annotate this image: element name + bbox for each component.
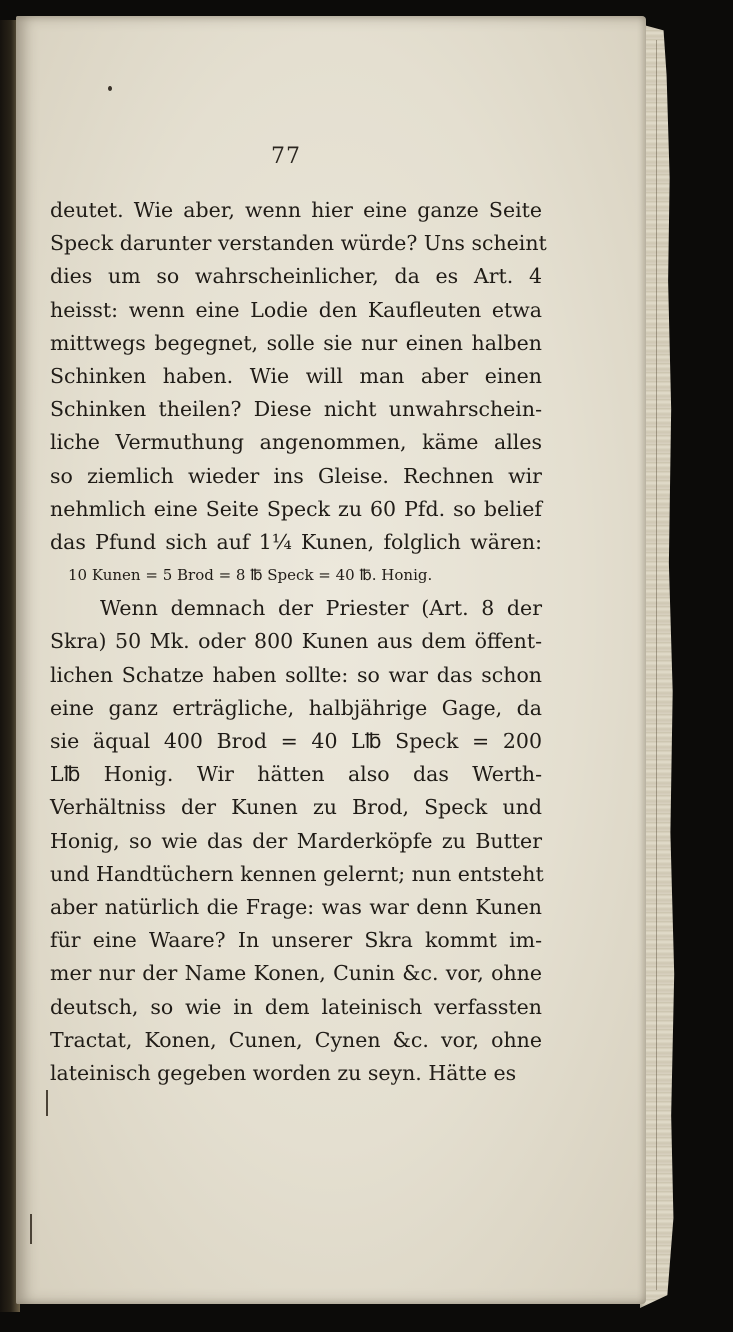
text-line: so ziemlich wieder ins Gleise. Rechnen wir [50, 463, 542, 488]
text-line: aber natürlich die Frage: was war denn Kunen [50, 895, 542, 920]
text-line: lateinisch gegeben worden zu seyn. Hätte es [50, 1061, 517, 1086]
text-line: lichen Schatze haben sollte: so war das schon [50, 662, 542, 687]
text-line: Honig, so wie das der Marderköpfe zu Butter [50, 828, 542, 853]
text-line: und Handtüchern kennen gelernt; nun entsteht [50, 861, 544, 886]
text-line: Schinken haben. Wie will man aber einen [50, 364, 542, 389]
text-line: sie äqual 400 Brod = 40 L℔ Speck = 200 [50, 729, 542, 754]
text-line: heisst: wenn eine Lodie den Kaufleuten etwa [50, 297, 542, 322]
text-line: mittwegs begegnet, solle sie nur einen halben [50, 330, 542, 355]
text-line: das Pfund sich auf 1¼ Kunen, folglich wären: [50, 530, 542, 555]
paper-speck [108, 86, 112, 91]
price-equation: 10 Kunen = 5 Brod = 8 ℔ Speck = 40 ℔. Honig. [68, 566, 433, 585]
text-line: für eine Waare? In unserer Skra kommt im- [50, 928, 542, 953]
text-line: deutet. Wie aber, wenn hier eine ganze Seite [50, 198, 542, 222]
text-line: eine ganz erträgliche, halbjährige Gage, da [50, 695, 542, 720]
page-number: 77 [271, 144, 301, 169]
page-edge-line [656, 40, 657, 1290]
page-text [50, 194, 547, 1090]
text-line: Skra) 50 Mk. oder 800 Kunen aus dem öffent- [50, 629, 542, 654]
text-line: Verhältniss der Kunen zu Brod, Speck und [50, 795, 542, 820]
paragraph-first-line: Wenn demnach der Priester (Art. 8 der [100, 596, 542, 621]
text-line: Schinken theilen? Diese nicht unwahrschein- [50, 397, 542, 422]
text-line: L℔ Honig. Wir hätten also das Werth- [50, 762, 542, 787]
margin-pencil-mark [46, 1090, 48, 1116]
book-page [16, 16, 646, 1304]
text-line: deutsch, so wie in dem lateinisch verfassten [50, 994, 542, 1019]
margin-pencil-mark [30, 1214, 32, 1244]
text-line: dies um so wahrscheinlicher, da es Art. 4 [50, 264, 542, 289]
text-line: Speck darunter verstanden würde? Uns scheint [50, 231, 547, 256]
text-line: liche Vermuthung angenommen, käme alles [50, 430, 542, 455]
text-line: mer nur der Name Konen, Cunin &c. vor, ohne [50, 961, 542, 986]
text-line: Tractat, Konen, Cunen, Cynen &c. vor, ohne [50, 1027, 542, 1052]
text-line: nehmlich eine Seite Speck zu 60 Pfd. so belief [50, 496, 542, 521]
